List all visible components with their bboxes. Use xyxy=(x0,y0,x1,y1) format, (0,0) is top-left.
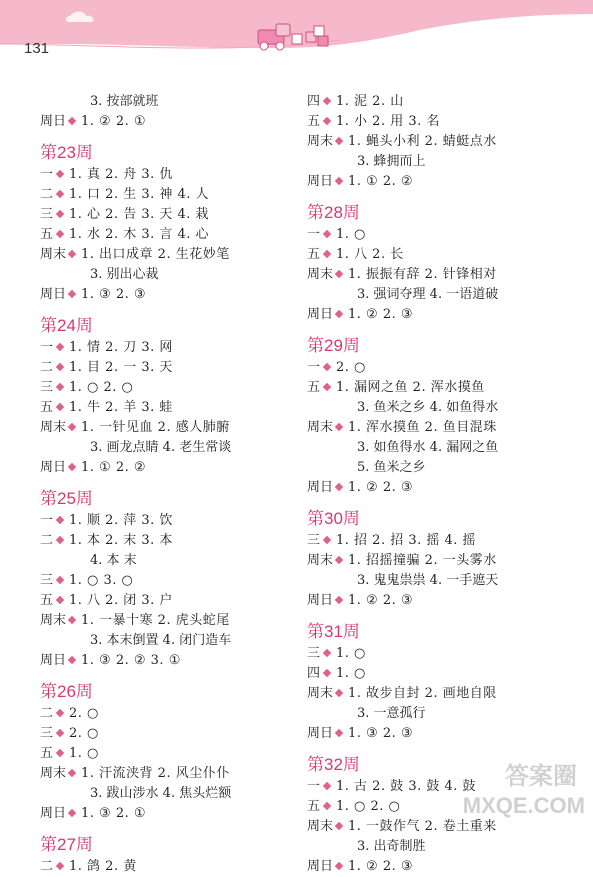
watermark-url: MXQE.COM xyxy=(462,793,585,818)
answer-text: 2. ○ xyxy=(69,726,99,741)
diamond-bullet-icon xyxy=(323,97,331,105)
day-label: 周日 xyxy=(307,726,334,741)
answer-continuation: 3. 鱼米之乡 4. 如鱼得水 xyxy=(357,400,499,415)
answer-row xyxy=(307,531,498,551)
answer-continuation: 3. 如鱼得水 4. 漏网之鱼 xyxy=(357,440,499,455)
answer-row xyxy=(40,591,231,611)
diamond-bullet-icon xyxy=(56,343,64,351)
day-label: 周日 xyxy=(40,114,67,129)
day-label: 周日 xyxy=(307,593,334,608)
week-heading: 第26周 xyxy=(40,682,93,701)
answer-row xyxy=(307,305,498,325)
answer-continuation: 3. 按部就班 xyxy=(90,94,159,109)
answer-row xyxy=(40,744,231,764)
answer-row xyxy=(40,571,231,591)
day-label: 周末 xyxy=(40,420,67,435)
answer-text: 1. 汗流浃背 2. 风尘仆仆 xyxy=(81,766,230,781)
diamond-bullet-icon xyxy=(335,137,343,145)
diamond-bullet-icon xyxy=(68,616,76,624)
answer-row xyxy=(40,611,231,631)
diamond-bullet-icon xyxy=(56,190,64,198)
answer-text: 1. ② 2. ① xyxy=(81,114,147,129)
day-label: 周末 xyxy=(40,613,67,628)
diamond-bullet-icon xyxy=(56,536,64,544)
day-label: 一 xyxy=(307,779,321,794)
answer-text: 1. ③ 2. ① xyxy=(81,806,147,821)
day-label: 周末 xyxy=(40,766,67,781)
day-label: 四 xyxy=(307,94,321,109)
answer-text: 1. 本 2. 末 3. 本 xyxy=(69,533,173,548)
diamond-bullet-icon xyxy=(323,536,331,544)
day-label: 五 xyxy=(40,593,54,608)
answer-row xyxy=(40,205,231,225)
answer-continuation: 4. 本 末 xyxy=(90,553,137,568)
header-banner xyxy=(0,0,593,62)
day-label: 周末 xyxy=(307,686,334,701)
day-label: 一 xyxy=(40,167,54,182)
week-heading: 第30周 xyxy=(307,509,360,528)
answer-text: 2. ○ xyxy=(336,360,366,375)
answer-text: 1. ① 2. ② xyxy=(81,460,147,475)
answer-row xyxy=(307,112,498,132)
answer-row xyxy=(40,165,231,185)
day-label: 四 xyxy=(307,666,321,681)
diamond-bullet-icon xyxy=(335,556,343,564)
answer-row xyxy=(307,225,498,245)
diamond-bullet-icon xyxy=(68,290,76,298)
answer-row xyxy=(307,684,498,704)
answer-text: 1. 一针见血 2. 感人肺腑 xyxy=(81,420,230,435)
answer-text: 1. 招摇撞骗 2. 一头雾水 xyxy=(348,553,497,568)
answer-text: 1. ③ 2. ② 3. ① xyxy=(81,653,181,668)
day-label: 周日 xyxy=(40,653,67,668)
answer-row xyxy=(40,804,231,824)
answer-row xyxy=(40,358,231,378)
day-label: 周日 xyxy=(40,460,67,475)
answer-row xyxy=(307,551,498,571)
day-label: 周末 xyxy=(307,134,334,149)
watermark-logo: 答案圈 xyxy=(505,763,577,790)
answer-row xyxy=(40,704,231,724)
answer-continuation: 3. 跋山涉水 4. 焦头烂额 xyxy=(90,786,232,801)
diamond-bullet-icon xyxy=(68,117,76,125)
answer-text: 1. 目 2. 一 3. 天 xyxy=(69,360,173,375)
diamond-bullet-icon xyxy=(56,210,64,218)
day-label: 三 xyxy=(40,207,54,222)
answer-text: 1. 情 2. 刀 3. 网 xyxy=(69,340,173,355)
answer-row xyxy=(307,378,498,398)
diamond-bullet-icon xyxy=(335,310,343,318)
diamond-bullet-icon xyxy=(323,782,331,790)
day-label: 五 xyxy=(307,247,321,262)
diamond-bullet-icon xyxy=(56,230,64,238)
day-label: 三 xyxy=(40,380,54,395)
answer-continuation: 3. 鬼鬼祟祟 4. 一手遮天 xyxy=(357,573,499,588)
diamond-bullet-icon xyxy=(56,383,64,391)
answer-row xyxy=(307,478,498,498)
answer-text: 2. ○ xyxy=(69,706,99,721)
answer-row xyxy=(307,664,498,684)
diamond-bullet-icon xyxy=(68,809,76,817)
diamond-bullet-icon xyxy=(56,403,64,411)
day-label: 五 xyxy=(40,400,54,415)
answer-text: 1. 蝇头小利 2. 蜻蜓点水 xyxy=(348,134,497,149)
day-label: 一 xyxy=(307,227,321,242)
answer-row xyxy=(40,764,231,784)
diamond-bullet-icon xyxy=(56,576,64,584)
day-label: 五 xyxy=(307,799,321,814)
answer-continuation: 5. 鱼米之乡 xyxy=(357,460,426,475)
diamond-bullet-icon xyxy=(68,250,76,258)
answer-row xyxy=(40,651,231,671)
diamond-bullet-icon xyxy=(323,250,331,258)
day-label: 一 xyxy=(40,340,54,355)
diamond-bullet-icon xyxy=(56,596,64,604)
diamond-bullet-icon xyxy=(323,383,331,391)
day-label: 周日 xyxy=(40,806,67,821)
day-label: 二 xyxy=(40,706,54,721)
answer-column-left xyxy=(40,92,231,877)
answer-row xyxy=(40,458,231,478)
answer-row xyxy=(40,185,231,205)
answer-continuation: 3. 本末倒置 4. 闭门造车 xyxy=(90,633,232,648)
diamond-bullet-icon xyxy=(56,363,64,371)
answer-text: 1. 鸽 2. 黄 xyxy=(69,859,137,874)
answer-row xyxy=(40,724,231,744)
answer-text: 1. ② 2. ③ xyxy=(348,593,414,608)
day-label: 五 xyxy=(307,380,321,395)
answer-text: 1. 一鼓作气 2. 卷土重来 xyxy=(348,819,497,834)
day-label: 二 xyxy=(40,859,54,874)
diamond-bullet-icon xyxy=(68,656,76,664)
day-label: 周日 xyxy=(307,174,334,189)
answer-row xyxy=(307,245,498,265)
diamond-bullet-icon xyxy=(323,802,331,810)
day-label: 三 xyxy=(307,533,321,548)
day-label: 周日 xyxy=(40,287,67,302)
answer-text: 1. ○ 2. ○ xyxy=(336,799,401,814)
answer-text: 1. 浑水摸鱼 2. 鱼目混珠 xyxy=(348,420,497,435)
answer-text: 1. ○ 3. ○ xyxy=(69,573,134,588)
answer-text: 1. 真 2. 舟 3. 仇 xyxy=(69,167,173,182)
diamond-bullet-icon xyxy=(335,862,343,870)
answer-row xyxy=(307,724,498,744)
diamond-bullet-icon xyxy=(68,463,76,471)
answer-text: 1. 漏网之鱼 2. 浑水摸鱼 xyxy=(336,380,485,395)
answer-row xyxy=(40,511,231,531)
answer-text: 1. ② 2. ③ xyxy=(348,480,414,495)
answer-text: 1. ○ xyxy=(69,746,99,761)
day-label: 五 xyxy=(40,227,54,242)
diamond-bullet-icon xyxy=(335,689,343,697)
day-label: 周日 xyxy=(307,307,334,322)
week-heading: 第29周 xyxy=(307,336,360,355)
week-heading: 第24周 xyxy=(40,316,93,335)
answer-row xyxy=(40,245,231,265)
answer-row xyxy=(40,225,231,245)
answer-continuation: 3. 强词夺理 4. 一语道破 xyxy=(357,287,499,302)
answer-row xyxy=(40,398,231,418)
diamond-bullet-icon xyxy=(335,822,343,830)
week-heading: 第23周 xyxy=(40,143,93,162)
answer-text: 1. ③ 2. ③ xyxy=(81,287,147,302)
answer-row xyxy=(307,172,498,192)
answer-continuation: 3. 一意孤行 xyxy=(357,706,426,721)
answer-text: 1. 八 2. 长 xyxy=(336,247,404,262)
answer-text: 1. 古 2. 鼓 3. 鼓 4. 鼓 xyxy=(336,779,477,794)
answer-text: 1. ② 2. ③ xyxy=(348,307,414,322)
day-label: 一 xyxy=(40,513,54,528)
answer-row xyxy=(307,857,498,877)
answer-text: 1. 招 2. 招 3. 摇 4. 摇 xyxy=(336,533,477,548)
diamond-bullet-icon xyxy=(56,170,64,178)
answer-text: 1. 出口成章 2. 生花妙笔 xyxy=(81,247,230,262)
page-header xyxy=(0,0,593,62)
diamond-bullet-icon xyxy=(335,483,343,491)
answer-column-right xyxy=(307,92,498,877)
day-label: 二 xyxy=(40,533,54,548)
answer-row xyxy=(307,817,498,837)
day-label: 三 xyxy=(40,726,54,741)
answer-text: 1. 顺 2. 萍 3. 饮 xyxy=(69,513,173,528)
diamond-bullet-icon xyxy=(56,862,64,870)
answer-row xyxy=(40,378,231,398)
answer-text: 1. 心 2. 告 3. 天 4. 栽 xyxy=(69,207,210,222)
answer-row xyxy=(40,531,231,551)
week-heading: 第27周 xyxy=(40,835,93,854)
diamond-bullet-icon xyxy=(335,177,343,185)
day-label: 二 xyxy=(40,360,54,375)
answer-continuation: 3. 别出心裁 xyxy=(90,267,159,282)
answer-row xyxy=(307,92,498,112)
diamond-bullet-icon xyxy=(68,423,76,431)
answer-text: 1. ○ 2. ○ xyxy=(69,380,134,395)
answer-text: 1. 小 2. 用 3. 名 xyxy=(336,114,440,129)
answer-text: 1. 牛 2. 羊 3. 蛙 xyxy=(69,400,173,415)
week-heading: 第31周 xyxy=(307,622,360,641)
answer-row xyxy=(307,265,498,285)
day-label: 一 xyxy=(307,360,321,375)
diamond-bullet-icon xyxy=(335,596,343,604)
week-heading: 第28周 xyxy=(307,203,360,222)
diamond-bullet-icon xyxy=(56,749,64,757)
answer-text: 1. ② 2. ③ xyxy=(348,859,414,874)
diamond-bullet-icon xyxy=(323,649,331,657)
week-heading: 第25周 xyxy=(40,489,93,508)
diamond-bullet-icon xyxy=(56,729,64,737)
answer-row xyxy=(40,112,231,132)
diamond-bullet-icon xyxy=(323,230,331,238)
answer-text: 1. 口 2. 生 3. 神 4. 人 xyxy=(69,187,210,202)
answer-row xyxy=(40,857,231,877)
answer-continuation: 3. 出奇制胜 xyxy=(357,839,426,854)
week-heading: 第32周 xyxy=(307,755,360,774)
answer-text: 1. 故步自封 2. 画地自限 xyxy=(348,686,497,701)
answer-text: 1. 振振有辞 2. 针锋相对 xyxy=(348,267,497,282)
day-label: 五 xyxy=(307,114,321,129)
day-label: 周末 xyxy=(307,420,334,435)
day-label: 三 xyxy=(307,646,321,661)
answer-text: 1. ○ xyxy=(336,666,366,681)
diamond-bullet-icon xyxy=(323,669,331,677)
day-label: 周末 xyxy=(307,819,334,834)
diamond-bullet-icon xyxy=(335,729,343,737)
day-label: 周末 xyxy=(307,267,334,282)
answer-text: 1. 水 2. 木 3. 言 4. 心 xyxy=(69,227,210,242)
diamond-bullet-icon xyxy=(56,516,64,524)
answer-text: 1. ○ xyxy=(336,227,366,242)
answer-text: 1. 泥 2. 山 xyxy=(336,94,404,109)
day-label: 周日 xyxy=(307,859,334,874)
diamond-bullet-icon xyxy=(56,709,64,717)
page-number: 131 xyxy=(24,40,50,57)
answer-row xyxy=(307,644,498,664)
day-label: 二 xyxy=(40,187,54,202)
answer-row xyxy=(307,418,498,438)
answer-text: 1. 一暴十寒 2. 虎头蛇尾 xyxy=(81,613,230,628)
answer-row xyxy=(307,591,498,611)
day-label: 周日 xyxy=(307,480,334,495)
answer-continuation: 3. 蜂拥而上 xyxy=(357,154,426,169)
day-label: 周末 xyxy=(307,553,334,568)
diamond-bullet-icon xyxy=(335,270,343,278)
answer-row xyxy=(40,338,231,358)
answer-row xyxy=(307,132,498,152)
day-label: 周末 xyxy=(40,247,67,262)
answer-continuation: 3. 画龙点睛 4. 老生常谈 xyxy=(90,440,232,455)
answer-text: 1. 八 2. 闭 3. 户 xyxy=(69,593,173,608)
answer-text: 1. ① 2. ② xyxy=(348,174,414,189)
day-label: 三 xyxy=(40,573,54,588)
answer-row xyxy=(40,285,231,305)
diamond-bullet-icon xyxy=(323,363,331,371)
diamond-bullet-icon xyxy=(335,423,343,431)
day-label: 五 xyxy=(40,746,54,761)
diamond-bullet-icon xyxy=(68,769,76,777)
answer-row xyxy=(40,418,231,438)
answer-row xyxy=(307,358,498,378)
answer-text: 1. ○ xyxy=(336,646,366,661)
diamond-bullet-icon xyxy=(323,117,331,125)
answer-text: 1. ③ 2. ③ xyxy=(348,726,414,741)
